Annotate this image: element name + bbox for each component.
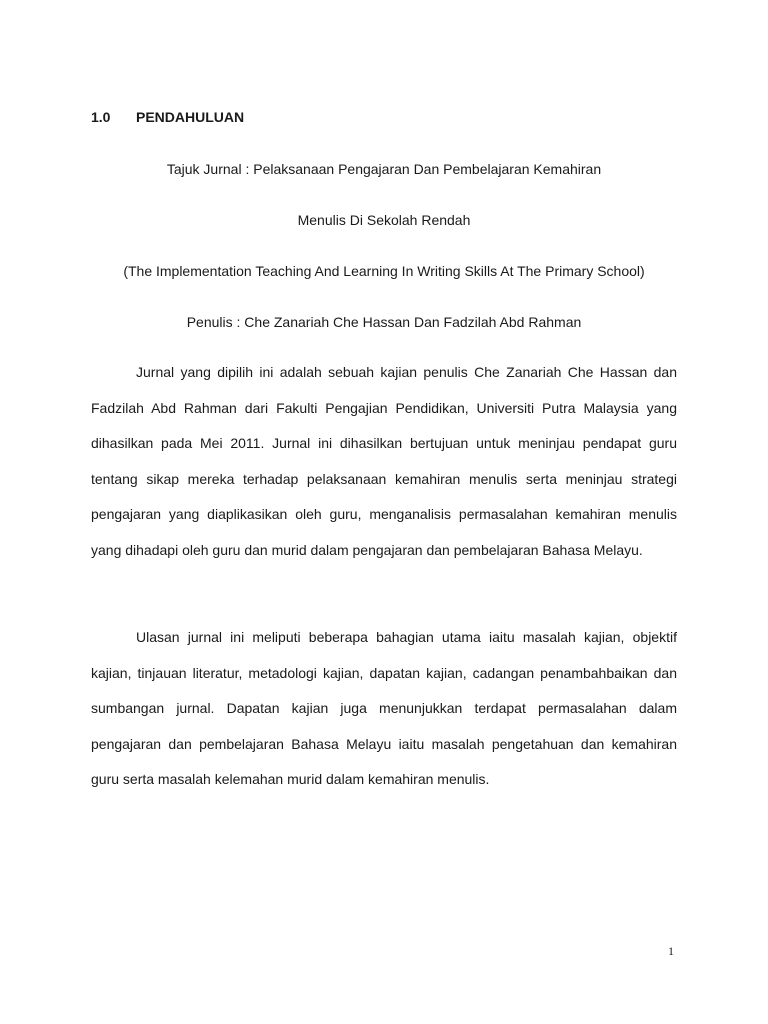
paragraph-1: Jurnal yang dipilih ini adalah sebuah kajian penulis Che Zanariah Che Hassan dan Fadzilah Abd Rahman dari Fakulti Pengajian Pendidikan, Universiti Putra Malaysia yang dihasilkan pada Mei 2011. Jurnal ini dihasilkan bertujuan untuk meninjau pendapat guru tentang sikap mereka terhadap pelaksanaan kemahiran menulis serta meninjau strategi pengajaran yang diaplikasikan oleh guru, menganalisis permasalahan kemahiran menulis yang dihadapi oleh guru dan murid dalam pengajaran dan pembelajaran Bahasa Melayu. <box>91 364 677 558</box>
paragraph-2: Ulasan jurnal ini meliputi beberapa bahagian utama iaitu masalah kajian, objektif kajian, tinjauan literatur, metadologi kajian, dapatan kajian, cadangan penambahbaikan dan sumbangan jurnal. Dapatan kajian juga menunjukkan terdapat permasalahan dalam pengajaran dan pembelajaran Bahasa Melayu iaitu masalah pengetahuan dan kemahiran guru serta masalah kelemahan murid dalam kemahiran menulis. <box>91 629 677 787</box>
section-number: 1.0 <box>91 109 111 125</box>
section-title: PENDAHULUAN <box>136 109 245 125</box>
journal-title-line-1: Tajuk Jurnal : Pelaksanaan Pengajaran Dan Pembelajaran Kemahiran <box>166 161 602 177</box>
journal-english-title: (The Implementation Teaching And Learning In Writing Skills At The Primary School) <box>123 263 645 279</box>
journal-title-line-2: Menulis Di Sekolah Rendah <box>297 212 471 228</box>
page-number: 1 <box>668 944 674 958</box>
journal-authors: Penulis : Che Zanariah Che Hassan Dan Fadzilah Abd Rahman <box>186 314 582 330</box>
section-heading <box>91 107 244 127</box>
